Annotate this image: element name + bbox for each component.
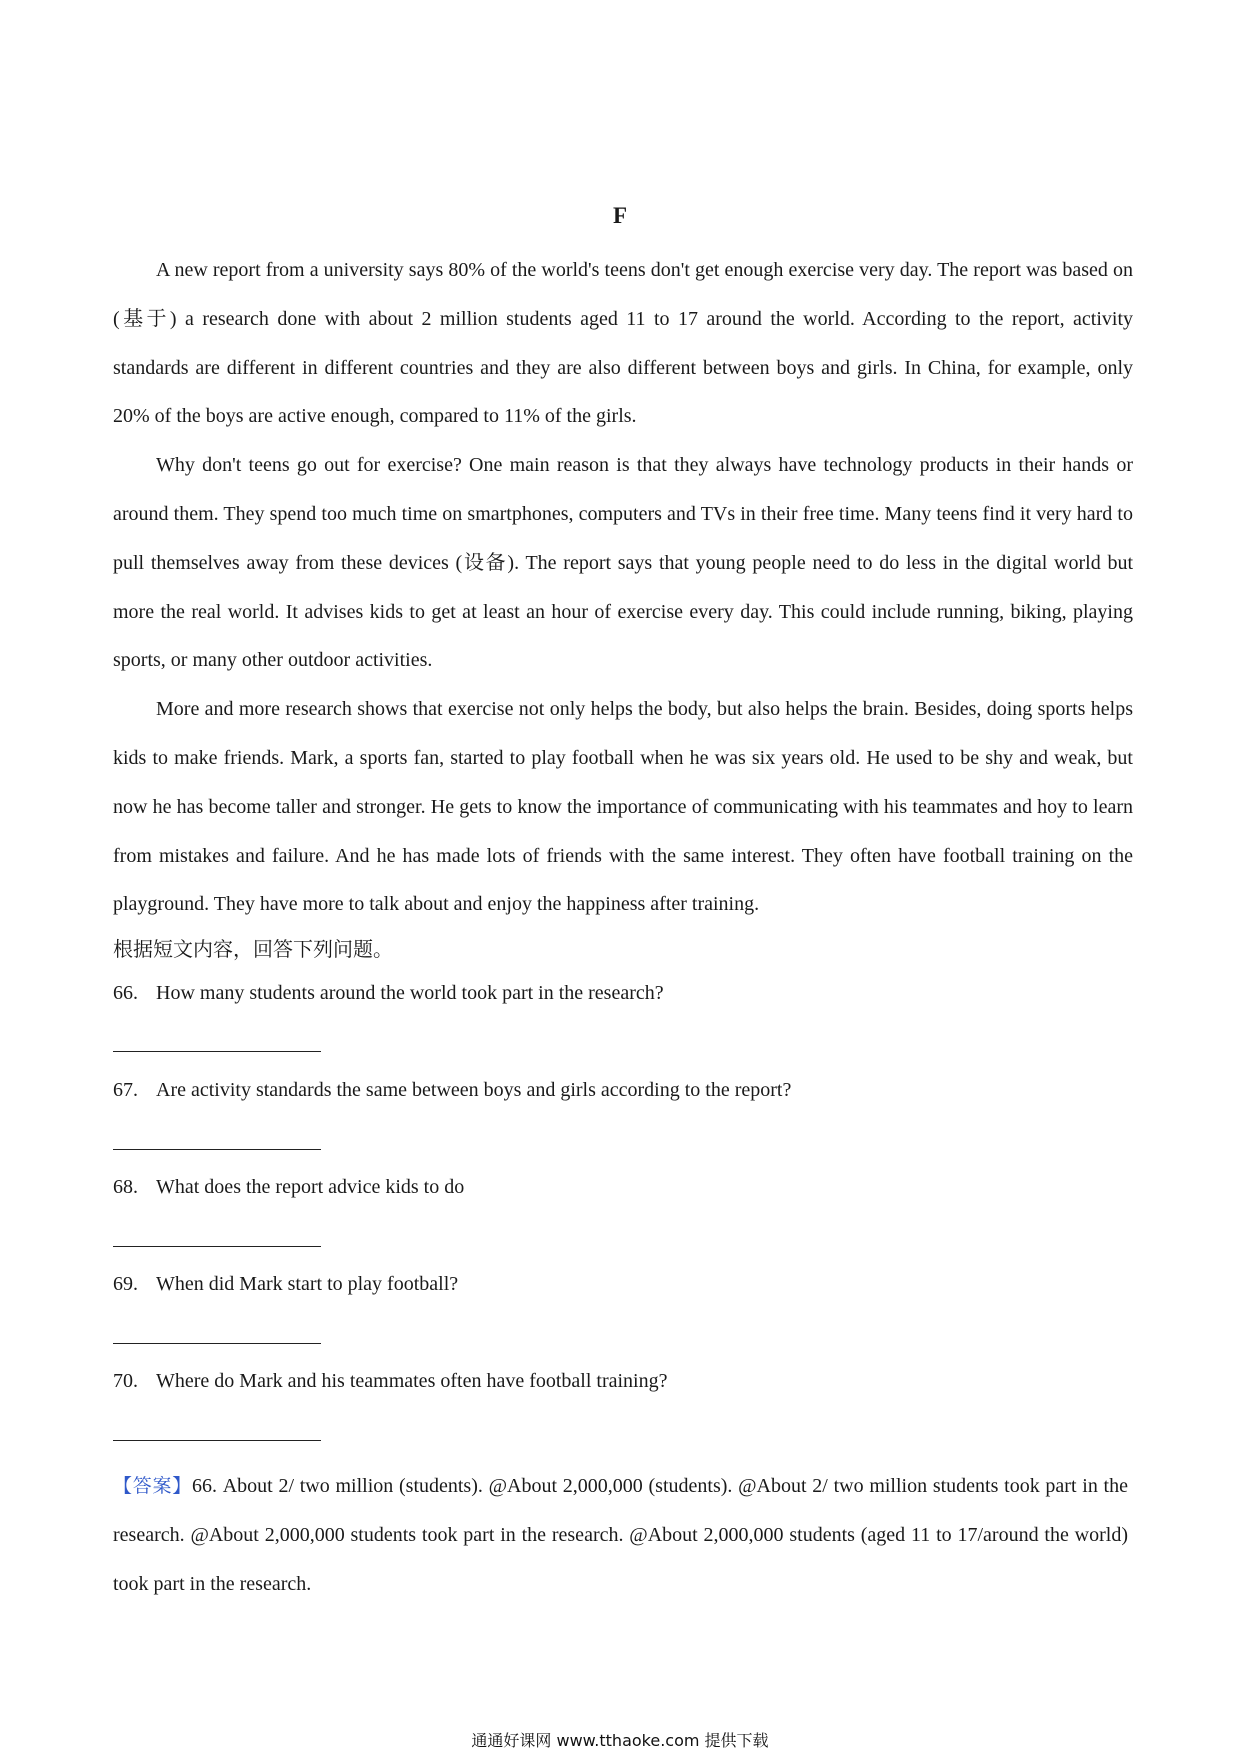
answer-blank-line[interactable] <box>113 1246 321 1247</box>
question-text: How many students around the world took part in the research? <box>156 982 664 1004</box>
passage-paragraph: More and more research shows that exercise not only helps the body, but also helps the brain. Besides, doing sports helps kids to make friends. Mark, a sports fan, started to play football when he was six years old. He used to be shy and weak, but now he has become taller and stronger. He gets to know the importance of communicating with his teammates and hoy to learn from mistakes and failure. And he has made lots of friends with the same interest. They often have football training on the playground. They have more to talk about and enjoy the happiness after training. <box>113 698 1133 916</box>
question-instruction: 根据短文内容，回答下列问题。 <box>113 937 393 961</box>
question-text: What does the report advice kids to do <box>156 1176 465 1198</box>
question-item <box>113 1172 464 1202</box>
question-text: When did Mark start to play football? <box>156 1273 459 1295</box>
question-item <box>113 1366 667 1396</box>
section-heading: F <box>612 203 628 228</box>
question-item <box>113 1269 458 1299</box>
passage-paragraph: A new report from a university says 80% of the world's teens don't get enough exercise very day. The report was based on (基于) a research done with about 2 million students aged 11 to 17 around the world. According to the report, activity standards are different in different countries and they are also different between boys and girls. In China, for example, only 20% of the boys are active enough, compared to 11% of the girls. <box>113 259 1133 428</box>
answer-tag: 【答案】 <box>113 1475 192 1497</box>
question-item <box>113 1075 791 1105</box>
question-text: Where do Mark and his teammates often have football training? <box>156 1370 668 1392</box>
question-text: Are activity standards the same between boys and girls according to the report? <box>156 1079 792 1101</box>
page-footer: 通通好课网 www.tthaoke.com 提供下载 <box>471 1731 769 1750</box>
answer-blank-line[interactable] <box>113 1440 321 1441</box>
question-item <box>113 978 664 1008</box>
answer-key <box>113 1462 1128 1608</box>
question-number: 70. <box>113 1370 138 1392</box>
question-number: 69. <box>113 1273 138 1295</box>
question-number: 66. <box>113 982 138 1004</box>
question-number: 68. <box>113 1176 138 1198</box>
answer-blank-line[interactable] <box>113 1149 321 1150</box>
reading-passage <box>113 246 1133 929</box>
question-number: 67. <box>113 1079 138 1101</box>
passage-paragraph: Why don't teens go out for exercise? One main reason is that they always have technology products in their hands or around them. They spend too much time on smartphones, computers and TVs in their free time. Many teens find it very hard to pull themselves away from these devices (设备). The report says that young people need to do less in the digital world but more the real world. It advises kids to get at least an hour of exercise every day. This could include running, biking, playing sports, or many other outdoor activities. <box>113 454 1133 672</box>
answer-blank-line[interactable] <box>113 1051 321 1052</box>
answer-blank-line[interactable] <box>113 1343 321 1344</box>
answer-text: 66. About 2/ two million (students). @About 2,000,000 (students). @About 2/ two million students took part in the research. @About 2,000,000 students took part in the research. @About 2,000,000 students (aged 11 to 17/around the world) took part in the research. <box>113 1475 1128 1595</box>
